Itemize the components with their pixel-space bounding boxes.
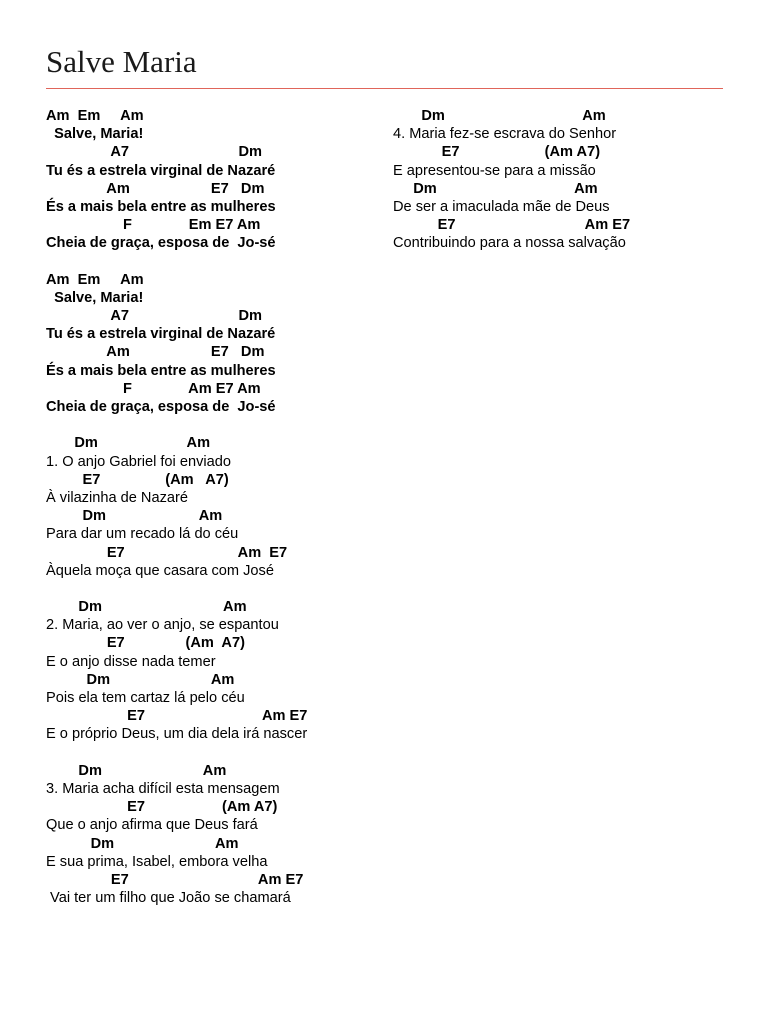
- chord-line: Dm Am: [393, 180, 598, 197]
- lyric-line: Que o anjo afirma que Deus fará: [46, 817, 258, 834]
- chord-line: E7 Am E7: [46, 871, 304, 888]
- chord-line: F Am E7 Am: [46, 380, 261, 397]
- lyric-line: À vilazinha de Nazaré: [46, 489, 188, 506]
- lyric-line: Àquela moça que casara com José: [46, 562, 274, 579]
- chord-line: E7 (Am A7): [46, 635, 245, 652]
- blank-line: [46, 744, 386, 762]
- chord-line: Dm Am: [46, 671, 235, 688]
- lyric-line: 1. O anjo Gabriel foi enviado: [46, 453, 231, 470]
- lyric-line: E o próprio Deus, um dia dela irá nascer: [46, 726, 308, 743]
- lyric-line: 3. Maria acha difícil esta mensagem: [46, 780, 280, 797]
- chord-line: Dm Am: [393, 108, 606, 124]
- lyric-line: Salve, Maria!: [46, 126, 144, 143]
- chord-line: Am Em Am: [46, 271, 144, 288]
- chord-line: Dm Am: [46, 435, 211, 452]
- blank-line: [46, 416, 386, 434]
- lyric-line: És a mais bela entre as mulheres: [46, 198, 276, 215]
- lyric-line: És a mais bela entre as mulheres: [46, 362, 276, 379]
- lyric-line: Tu és a estrela virginal de Nazaré: [46, 326, 276, 343]
- chord-line: Dm Am: [46, 762, 227, 779]
- chord-line: E7 Am E7: [46, 544, 288, 561]
- blank-line: [46, 253, 386, 271]
- lyric-line: Cheia de graça, esposa de Jo-sé: [46, 235, 276, 252]
- chord-line: Am E7 Dm: [46, 180, 265, 197]
- right-column: [393, 107, 733, 253]
- lyric-line: De ser a imaculada mãe de Deus: [393, 198, 610, 215]
- chord-line: E7 (Am A7): [393, 144, 601, 161]
- lyric-line: Salve, Maria!: [46, 289, 144, 306]
- chord-line: Dm Am: [46, 508, 223, 525]
- lyric-line: Pois ela tem cartaz lá pelo céu: [46, 690, 245, 706]
- page-title: Salve Maria: [46, 44, 197, 79]
- lyric-line: Cheia de graça, esposa de Jo-sé: [46, 399, 276, 415]
- chord-line: Am E7 Dm: [46, 344, 265, 361]
- chord-line: E7 Am E7: [46, 708, 308, 725]
- lyric-line: 2. Maria, ao ver o anjo, se espantou: [46, 617, 279, 634]
- blank-line: [46, 580, 386, 598]
- chord-line: Dm Am: [46, 599, 247, 616]
- lyric-line: E apresentou-se para a missão: [393, 162, 596, 179]
- lyric-line: Para dar um recado lá do céu: [46, 526, 239, 543]
- lyric-line: 4. Maria fez-se escrava do Senhor: [393, 126, 617, 143]
- chord-line: Am Em Am: [46, 108, 144, 124]
- left-column: [46, 107, 386, 907]
- lyric-line: Tu és a estrela virginal de Nazaré: [46, 162, 276, 179]
- chord-line: E7 (Am A7): [46, 799, 278, 816]
- lyric-line: E o anjo disse nada temer: [46, 653, 216, 670]
- chord-line: E7 (Am A7): [46, 471, 229, 488]
- lyric-line: Vai ter um filho que João se chamará: [46, 890, 291, 907]
- title-underline: [46, 88, 723, 89]
- chord-line: A7 Dm: [46, 144, 262, 161]
- lyric-line: Contribuindo para a nossa salvação: [393, 235, 626, 252]
- chord-line: E7 Am E7: [393, 217, 631, 234]
- chord-line: F Em E7 Am: [46, 217, 261, 234]
- lyric-line: E sua prima, Isabel, embora velha: [46, 853, 268, 870]
- chord-line: A7 Dm: [46, 308, 262, 325]
- chord-line: Dm Am: [46, 835, 239, 852]
